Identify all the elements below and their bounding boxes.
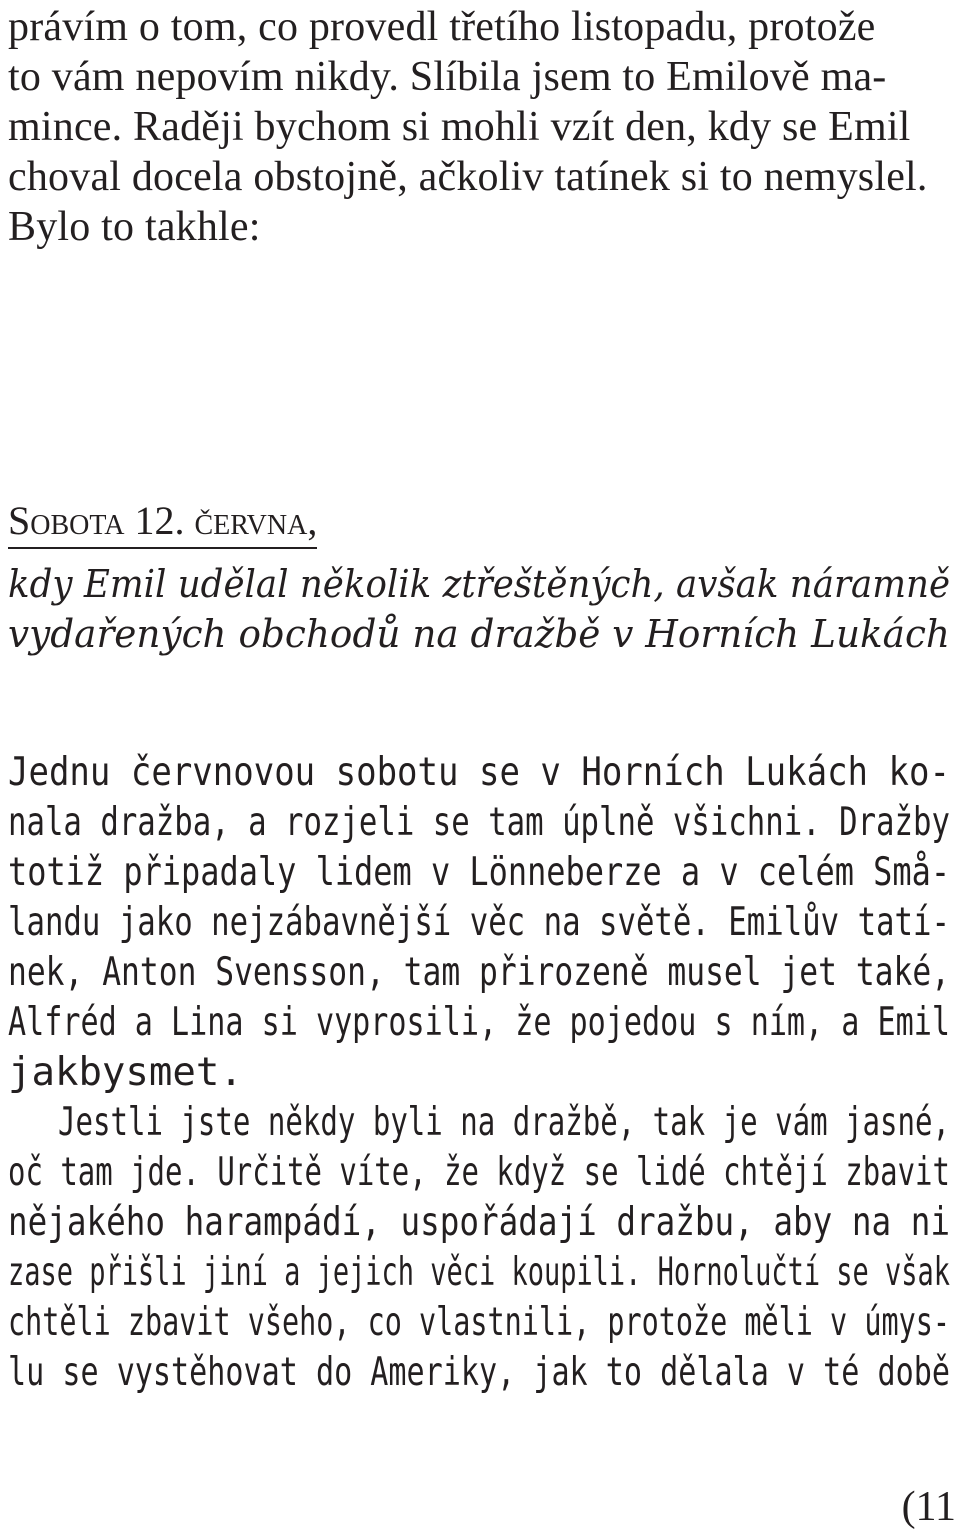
chapter-heading-wrapper	[8, 496, 317, 549]
body-line: Alfréd a Lina si vyprosili, že pojedou s ním, a Emil	[8, 1000, 950, 1045]
body-line: nala dražba, a rozjeli se tam úplně všichni. Dražby	[8, 800, 950, 845]
body-line: nějakého harampádí, uspořádají dražbu, aby na ni	[8, 1200, 950, 1245]
intro-line: Bylo to takhle:	[8, 204, 261, 250]
chapter-heading: Sobota 12. června,	[8, 496, 317, 549]
body-line: Jednu červnovou sobotu se v Horních Lukách ko-	[8, 750, 950, 795]
body-line: chtěli zbavit všeho, co vlastnili, protože měli v úmys-	[8, 1300, 950, 1345]
body-line: landu jako nejzábavnější věc na světě. Emilův tatí-	[8, 900, 950, 945]
body-line: jakbysmet.	[8, 1050, 243, 1095]
body-line: oč tam jde. Určitě víte, že když se lidé chtějí zbavit	[8, 1150, 950, 1195]
intro-line: mince. Raději bychom si mohli vzít den, kdy se Emil	[8, 104, 911, 150]
body-line: zase přišli jiní a jejich věci koupili. Hornolučtí se však	[8, 1250, 950, 1295]
intro-line: právím o tom, co provedl třetího listopadu, protože	[8, 4, 876, 50]
body-line: lu se vystěhovat do Ameriky, jak to dělala v té době	[8, 1350, 950, 1395]
body-line: nek, Anton Svensson, tam přirozeně musel jet také,	[8, 950, 951, 995]
body-line: totiž připadaly lidem v Lönneberze a v celém Små-	[8, 850, 951, 895]
intro-line: choval docela obstojně, ačkoliv tatínek si to nemyslel.	[8, 154, 928, 200]
chapter-subtitle-line: vydařených obchodů na dražbě v Horních Lukách	[8, 612, 950, 656]
body-line-indented: Jestli jste někdy byli na dražbě, tak je vám jasné,	[58, 1100, 951, 1145]
intro-line: to vám nepovím nikdy. Slíbila jsem to Emilově ma-	[8, 54, 887, 100]
chapter-subtitle-line: kdy Emil udělal několik ztřeštěných, avšak náramně	[8, 562, 951, 606]
page-number: (11	[901, 1484, 956, 1530]
